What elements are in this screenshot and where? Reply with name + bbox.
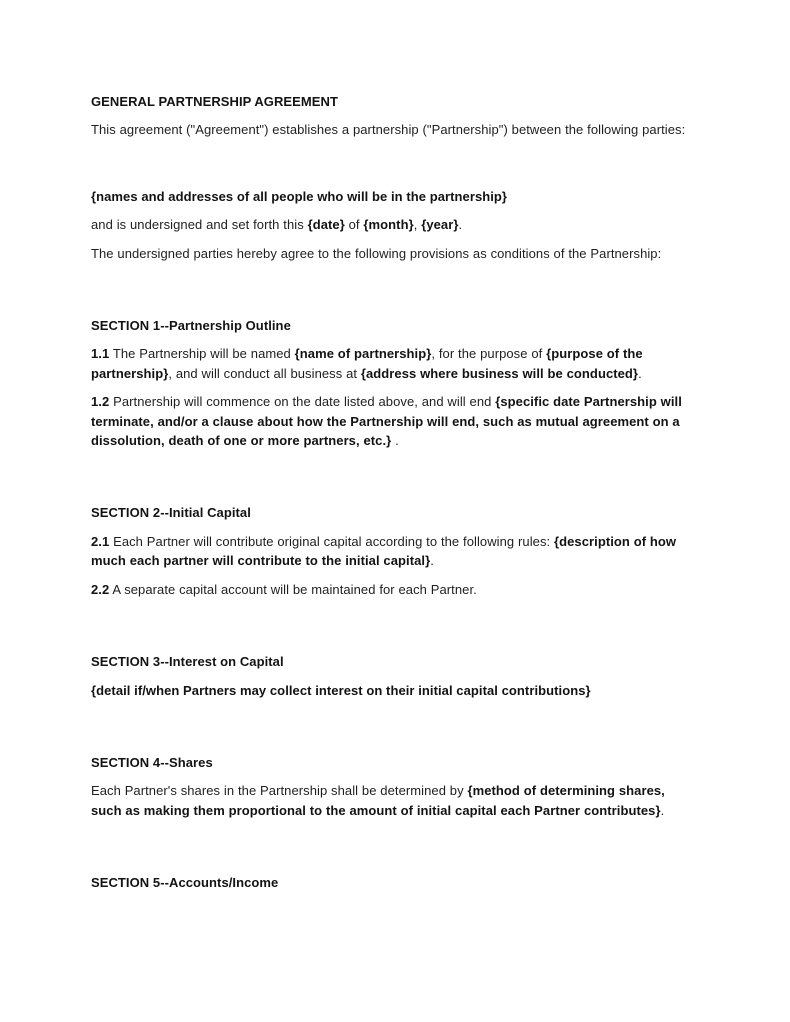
clause-2-2-number: 2.2: [91, 581, 110, 597]
section-1-heading: SECTION 1--Partnership Outline: [91, 318, 291, 334]
spacer-after-intro: [91, 149, 698, 187]
page-title: GENERAL PARTNERSHIP AGREEMENT: [91, 94, 338, 109]
undersigned-text-pre: and is undersigned and set forth this: [91, 217, 308, 233]
clause-1-1-placeholder-2: {purpose of the partnership}: [91, 346, 643, 381]
undersigned-paragraph: [91, 215, 698, 234]
clause-2-1-text-1: Each Partner will contribute original capital according to the following rules:: [109, 533, 554, 549]
section-4-body: [91, 781, 698, 820]
parties-placeholder: {names and addresses of all people who will be in the partnership}: [91, 188, 508, 204]
clause-2-1: [91, 532, 698, 571]
spacer-before-section-2: [91, 459, 698, 503]
section-5-heading: SECTION 5--Accounts/Income: [91, 875, 279, 891]
provisions-paragraph: The undersigned parties hereby agree to the following provisions as conditions of the Partnership:: [91, 245, 662, 261]
date-placeholder: {date}: [307, 217, 345, 233]
section-3-heading: SECTION 3--Interest on Capital: [91, 654, 284, 670]
spacer-before-section-4: [91, 709, 698, 753]
document-body: [91, 92, 698, 902]
clause-1-1-placeholder-3: {address where business will be conducted}: [360, 365, 639, 381]
clause-1-1-number: 1.1: [91, 346, 110, 362]
undersigned-text-sep: ,: [413, 217, 422, 233]
clause-1-1-text-4: .: [638, 365, 642, 381]
spacer-before-section-3: [91, 608, 698, 652]
section-4-placeholder: {method of determining shares, such as making them proportional to the amount of initial capital each Partner contributes}: [91, 783, 665, 818]
spacer-before-section-5: [91, 829, 698, 873]
section-2-heading: SECTION 2--Initial Capital: [91, 505, 251, 521]
clause-2-2-text-1: A separate capital account will be maintained for each Partner.: [109, 581, 477, 597]
clause-1-1-placeholder-1: {name of partnership}: [294, 346, 432, 362]
undersigned-text-post: .: [458, 217, 463, 233]
clause-2-2: [91, 580, 698, 599]
year-placeholder: {year}: [421, 217, 459, 233]
clause-1-1-text-1: The Partnership will be named: [109, 346, 295, 362]
spacer-before-section-1: [91, 272, 698, 316]
clause-1-2: [91, 392, 698, 450]
section-4-text-pre: Each Partner's shares in the Partnership shall be determined by: [91, 783, 468, 799]
section-4-heading: SECTION 4--Shares: [91, 754, 213, 770]
clause-1-1: [91, 344, 698, 383]
section-4-text-post: .: [660, 802, 665, 818]
clause-1-2-text-2: .: [391, 433, 399, 449]
clause-2-1-number: 2.1: [91, 533, 110, 549]
undersigned-text-mid: of: [344, 217, 364, 233]
clause-1-1-text-2: , for the purpose of: [431, 346, 547, 362]
clause-1-2-placeholder-1: {specific date Partnership will terminate, and/or a clause about how the Partnership will end, such as mutual agreement on a dissolution, death of one or more partners, etc.}: [91, 394, 682, 449]
month-placeholder: {month}: [363, 217, 414, 233]
clause-1-2-number: 1.2: [91, 394, 110, 410]
clause-1-2-text-1: Partnership will commence on the date listed above, and will end: [109, 394, 496, 410]
intro-paragraph: This agreement ("Agreement") establishes a partnership ("Partnership") between the following parties:: [91, 122, 686, 138]
section-3-placeholder: {detail if/when Partners may collect interest on their initial capital contributions}: [91, 682, 591, 698]
clause-2-1-placeholder-1: {description of how much each partner will contribute to the initial capital}: [91, 533, 677, 569]
clause-1-1-text-3: , and will conduct all business at: [168, 365, 361, 381]
clause-2-1-text-2: .: [430, 553, 434, 569]
